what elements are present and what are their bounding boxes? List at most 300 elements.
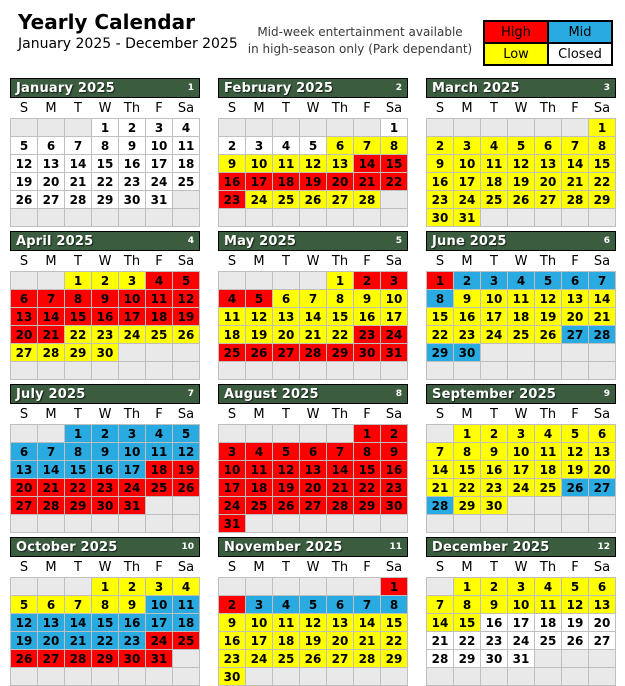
day-cell: 7 <box>427 596 454 614</box>
empty-cell <box>562 515 589 533</box>
day-cell: 13 <box>38 155 65 173</box>
empty-cell <box>246 578 273 596</box>
day-cell: 19 <box>173 461 200 479</box>
empty-cell <box>65 515 92 533</box>
empty-cell <box>562 650 589 668</box>
empty-cell <box>589 668 616 686</box>
day-cell: 20 <box>589 614 616 632</box>
month-block <box>218 384 408 533</box>
day-cell: 24 <box>146 173 173 191</box>
day-cell: 22 <box>65 326 92 344</box>
weekday-header: F <box>562 404 589 425</box>
weekday-header: M <box>246 98 273 119</box>
empty-cell <box>562 344 589 362</box>
empty-cell <box>273 578 300 596</box>
day-cell: 30 <box>119 191 146 209</box>
empty-cell <box>173 515 200 533</box>
empty-cell <box>562 668 589 686</box>
legend-mid: Mid <box>548 21 612 43</box>
page-title: Yearly Calendar <box>18 10 195 34</box>
day-cell: 14 <box>354 155 381 173</box>
day-cell: 8 <box>65 443 92 461</box>
day-cell: 17 <box>146 155 173 173</box>
weekday-header: S <box>219 404 246 425</box>
day-cell: 10 <box>454 155 481 173</box>
empty-cell <box>354 119 381 137</box>
weekday-header: Th <box>119 98 146 119</box>
day-cell: 18 <box>146 461 173 479</box>
day-cell: 27 <box>327 650 354 668</box>
weekday-header: M <box>38 404 65 425</box>
day-cell: 13 <box>38 614 65 632</box>
day-cell: 18 <box>273 173 300 191</box>
day-cell: 19 <box>562 461 589 479</box>
day-cell: 22 <box>427 326 454 344</box>
months-grid <box>10 78 616 686</box>
weekday-header: Sa <box>381 557 408 578</box>
day-cell: 3 <box>246 596 273 614</box>
weekday-header: M <box>38 98 65 119</box>
day-cell: 30 <box>92 497 119 515</box>
day-cell: 6 <box>11 290 38 308</box>
weekday-header: Sa <box>173 98 200 119</box>
empty-cell <box>454 362 481 380</box>
empty-cell <box>11 209 38 227</box>
day-cell: 8 <box>65 290 92 308</box>
empty-cell <box>589 515 616 533</box>
empty-cell <box>454 119 481 137</box>
day-cell: 29 <box>92 650 119 668</box>
day-cell: 5 <box>246 290 273 308</box>
day-cell: 4 <box>173 578 200 596</box>
day-cell: 18 <box>246 479 273 497</box>
weekday-header: T <box>273 251 300 272</box>
day-cell: 16 <box>454 308 481 326</box>
month-title: February 2025 <box>224 80 334 96</box>
day-cell: 1 <box>381 119 408 137</box>
day-cell: 1 <box>427 272 454 290</box>
day-cell: 14 <box>327 461 354 479</box>
day-cell: 15 <box>92 614 119 632</box>
day-cell: 4 <box>535 425 562 443</box>
empty-cell <box>246 515 273 533</box>
empty-cell <box>246 272 273 290</box>
day-cell: 25 <box>535 479 562 497</box>
day-cell: 21 <box>427 479 454 497</box>
day-cell: 12 <box>173 443 200 461</box>
empty-cell <box>300 668 327 686</box>
day-cell: 5 <box>562 578 589 596</box>
day-cell: 2 <box>219 596 246 614</box>
day-cell: 4 <box>508 272 535 290</box>
day-cell: 2 <box>454 272 481 290</box>
weekday-header: Sa <box>589 251 616 272</box>
empty-cell <box>273 515 300 533</box>
weekday-header: W <box>92 251 119 272</box>
day-cell: 25 <box>481 191 508 209</box>
empty-cell <box>589 344 616 362</box>
day-cell: 7 <box>327 443 354 461</box>
day-cell: 20 <box>273 326 300 344</box>
day-cell: 28 <box>38 497 65 515</box>
empty-cell <box>562 497 589 515</box>
month-grid <box>426 251 616 380</box>
day-cell: 27 <box>300 497 327 515</box>
day-cell: 19 <box>11 632 38 650</box>
month-header <box>10 537 200 557</box>
weekday-header: M <box>454 251 481 272</box>
empty-cell <box>508 497 535 515</box>
month-block <box>218 231 408 380</box>
day-cell: 21 <box>38 479 65 497</box>
page-header <box>0 0 625 78</box>
weekday-header: T <box>65 557 92 578</box>
day-cell: 28 <box>300 344 327 362</box>
legend-high: High <box>484 21 548 43</box>
day-cell: 20 <box>535 173 562 191</box>
weekday-header: F <box>354 98 381 119</box>
day-cell: 19 <box>535 308 562 326</box>
month-grid <box>10 98 200 227</box>
day-cell: 13 <box>327 155 354 173</box>
day-cell: 11 <box>146 290 173 308</box>
weekday-header: W <box>300 557 327 578</box>
day-cell: 7 <box>300 290 327 308</box>
day-cell: 15 <box>589 155 616 173</box>
day-cell: 28 <box>65 191 92 209</box>
day-cell: 8 <box>381 137 408 155</box>
weekday-header: M <box>38 557 65 578</box>
empty-cell <box>146 362 173 380</box>
day-cell: 30 <box>381 497 408 515</box>
weekday-header: T <box>65 404 92 425</box>
day-cell: 31 <box>381 344 408 362</box>
day-cell: 12 <box>273 461 300 479</box>
day-cell: 7 <box>562 137 589 155</box>
day-cell: 25 <box>273 650 300 668</box>
month-grid <box>218 251 408 380</box>
day-cell: 18 <box>173 155 200 173</box>
day-cell: 3 <box>508 578 535 596</box>
day-cell: 12 <box>562 596 589 614</box>
day-cell: 28 <box>354 191 381 209</box>
empty-cell <box>11 119 38 137</box>
day-cell: 2 <box>381 425 408 443</box>
weekday-header: Sa <box>173 404 200 425</box>
empty-cell <box>219 272 246 290</box>
day-cell: 25 <box>146 326 173 344</box>
empty-cell <box>38 272 65 290</box>
day-cell: 3 <box>219 443 246 461</box>
month-title: May 2025 <box>224 233 297 249</box>
weekday-header: S <box>427 251 454 272</box>
weekday-header: T <box>481 404 508 425</box>
day-cell: 3 <box>119 272 146 290</box>
empty-cell <box>219 119 246 137</box>
day-cell: 9 <box>354 290 381 308</box>
weekday-header: W <box>92 98 119 119</box>
empty-cell <box>508 344 535 362</box>
day-cell: 10 <box>508 596 535 614</box>
day-cell: 12 <box>246 308 273 326</box>
weekday-header: Th <box>535 557 562 578</box>
weekday-header: W <box>300 404 327 425</box>
month-header <box>218 537 408 557</box>
empty-cell <box>38 209 65 227</box>
day-cell: 26 <box>273 497 300 515</box>
empty-cell <box>38 425 65 443</box>
day-cell: 26 <box>535 326 562 344</box>
day-cell: 21 <box>38 326 65 344</box>
day-cell: 28 <box>38 344 65 362</box>
weekday-header: M <box>38 251 65 272</box>
day-cell: 7 <box>65 137 92 155</box>
weekday-header: Sa <box>381 251 408 272</box>
day-cell: 9 <box>481 596 508 614</box>
empty-cell <box>300 272 327 290</box>
day-cell: 17 <box>219 479 246 497</box>
day-cell: 29 <box>589 191 616 209</box>
day-cell: 14 <box>562 155 589 173</box>
empty-cell <box>146 515 173 533</box>
empty-cell <box>219 425 246 443</box>
day-cell: 14 <box>427 461 454 479</box>
day-cell: 20 <box>327 173 354 191</box>
empty-cell <box>454 668 481 686</box>
day-cell: 23 <box>219 650 246 668</box>
empty-cell <box>381 668 408 686</box>
day-cell: 3 <box>119 425 146 443</box>
day-cell: 13 <box>11 461 38 479</box>
day-cell: 2 <box>481 578 508 596</box>
empty-cell <box>427 425 454 443</box>
empty-cell <box>173 344 200 362</box>
day-cell: 16 <box>354 308 381 326</box>
empty-cell <box>246 362 273 380</box>
day-cell: 23 <box>427 191 454 209</box>
month-header <box>426 537 616 557</box>
day-cell: 6 <box>589 578 616 596</box>
weekday-header: F <box>562 251 589 272</box>
month-header <box>10 78 200 98</box>
day-cell: 10 <box>119 290 146 308</box>
day-cell: 2 <box>354 272 381 290</box>
day-cell: 22 <box>381 632 408 650</box>
empty-cell <box>562 362 589 380</box>
day-cell: 23 <box>92 479 119 497</box>
empty-cell <box>589 209 616 227</box>
day-cell: 4 <box>219 290 246 308</box>
day-cell: 4 <box>481 137 508 155</box>
day-cell: 21 <box>327 479 354 497</box>
day-cell: 15 <box>65 461 92 479</box>
day-cell: 31 <box>146 191 173 209</box>
day-cell: 20 <box>38 173 65 191</box>
day-cell: 21 <box>589 308 616 326</box>
empty-cell <box>327 668 354 686</box>
day-cell: 20 <box>38 632 65 650</box>
day-cell: 30 <box>427 209 454 227</box>
empty-cell <box>300 515 327 533</box>
day-cell: 5 <box>300 596 327 614</box>
month-title: July 2025 <box>16 386 86 402</box>
day-cell: 12 <box>11 155 38 173</box>
day-cell: 3 <box>454 137 481 155</box>
legend-closed: Closed <box>548 43 612 65</box>
day-cell: 30 <box>354 344 381 362</box>
day-cell: 19 <box>246 326 273 344</box>
day-cell: 5 <box>535 272 562 290</box>
month-title: August 2025 <box>224 386 319 402</box>
empty-cell <box>273 668 300 686</box>
day-cell: 16 <box>481 614 508 632</box>
day-cell: 25 <box>535 632 562 650</box>
day-cell: 8 <box>589 137 616 155</box>
day-cell: 10 <box>219 461 246 479</box>
day-cell: 23 <box>481 632 508 650</box>
day-cell: 30 <box>92 344 119 362</box>
weekday-header: S <box>427 98 454 119</box>
day-cell: 23 <box>92 326 119 344</box>
month-header <box>426 231 616 251</box>
empty-cell <box>246 119 273 137</box>
day-cell: 11 <box>219 308 246 326</box>
weekday-header: F <box>562 557 589 578</box>
day-cell: 1 <box>589 119 616 137</box>
day-cell: 8 <box>92 137 119 155</box>
day-cell: 18 <box>535 461 562 479</box>
empty-cell <box>327 362 354 380</box>
day-cell: 1 <box>381 578 408 596</box>
empty-cell <box>535 515 562 533</box>
day-cell: 8 <box>354 443 381 461</box>
day-cell: 17 <box>146 614 173 632</box>
empty-cell <box>508 668 535 686</box>
day-cell: 22 <box>454 632 481 650</box>
legend-low: Low <box>484 43 548 65</box>
day-cell: 7 <box>354 596 381 614</box>
day-cell: 14 <box>589 290 616 308</box>
day-cell: 18 <box>481 173 508 191</box>
weekday-header: F <box>354 404 381 425</box>
weekday-header: T <box>481 98 508 119</box>
day-cell: 15 <box>381 614 408 632</box>
day-cell: 6 <box>327 137 354 155</box>
weekday-header: Sa <box>173 557 200 578</box>
weekday-header: F <box>562 98 589 119</box>
day-cell: 24 <box>246 191 273 209</box>
day-cell: 24 <box>119 479 146 497</box>
day-cell: 26 <box>246 344 273 362</box>
month-number: 8 <box>395 389 402 399</box>
day-cell: 5 <box>508 137 535 155</box>
day-cell: 24 <box>508 632 535 650</box>
day-cell: 3 <box>246 137 273 155</box>
empty-cell <box>173 497 200 515</box>
weekday-header: M <box>454 404 481 425</box>
empty-cell <box>427 578 454 596</box>
day-cell: 17 <box>454 173 481 191</box>
empty-cell <box>354 515 381 533</box>
note-line-2: in high-season only (Park dependant) <box>247 41 473 56</box>
day-cell: 21 <box>354 632 381 650</box>
day-cell: 7 <box>354 137 381 155</box>
empty-cell <box>589 497 616 515</box>
month-number: 10 <box>181 542 194 552</box>
day-cell: 9 <box>119 596 146 614</box>
day-cell: 22 <box>92 632 119 650</box>
day-cell: 22 <box>589 173 616 191</box>
empty-cell <box>11 272 38 290</box>
day-cell: 14 <box>38 308 65 326</box>
empty-cell <box>508 209 535 227</box>
weekday-header: Th <box>535 251 562 272</box>
empty-cell <box>11 515 38 533</box>
day-cell: 24 <box>454 191 481 209</box>
day-cell: 6 <box>589 425 616 443</box>
title-block <box>18 10 238 52</box>
day-cell: 27 <box>11 344 38 362</box>
month-grid <box>218 557 408 686</box>
day-cell: 22 <box>92 173 119 191</box>
empty-cell <box>246 209 273 227</box>
day-cell: 21 <box>65 632 92 650</box>
month-block <box>218 537 408 686</box>
empty-cell <box>219 578 246 596</box>
empty-cell <box>508 119 535 137</box>
weekday-header: M <box>246 251 273 272</box>
day-cell: 23 <box>219 191 246 209</box>
day-cell: 7 <box>38 443 65 461</box>
day-cell: 8 <box>454 596 481 614</box>
day-cell: 2 <box>481 425 508 443</box>
day-cell: 29 <box>92 191 119 209</box>
day-cell: 23 <box>481 479 508 497</box>
empty-cell <box>535 650 562 668</box>
weekday-header: M <box>454 98 481 119</box>
day-cell: 18 <box>146 308 173 326</box>
weekday-header: T <box>481 251 508 272</box>
empty-cell <box>562 119 589 137</box>
empty-cell <box>65 209 92 227</box>
empty-cell <box>11 668 38 686</box>
empty-cell <box>427 362 454 380</box>
day-cell: 10 <box>119 443 146 461</box>
empty-cell <box>65 119 92 137</box>
empty-cell <box>173 668 200 686</box>
weekday-header: Th <box>119 251 146 272</box>
empty-cell <box>65 668 92 686</box>
day-cell: 27 <box>562 326 589 344</box>
day-cell: 27 <box>589 632 616 650</box>
day-cell: 2 <box>119 578 146 596</box>
day-cell: 7 <box>38 290 65 308</box>
month-number: 3 <box>603 83 610 93</box>
day-cell: 11 <box>535 443 562 461</box>
empty-cell <box>589 362 616 380</box>
day-cell: 29 <box>354 497 381 515</box>
day-cell: 16 <box>219 173 246 191</box>
weekday-header: T <box>273 557 300 578</box>
day-cell: 18 <box>173 614 200 632</box>
day-cell: 22 <box>381 173 408 191</box>
day-cell: 12 <box>535 290 562 308</box>
day-cell: 26 <box>11 650 38 668</box>
day-cell: 12 <box>562 443 589 461</box>
day-cell: 27 <box>535 191 562 209</box>
day-cell: 6 <box>11 443 38 461</box>
day-cell: 17 <box>246 632 273 650</box>
